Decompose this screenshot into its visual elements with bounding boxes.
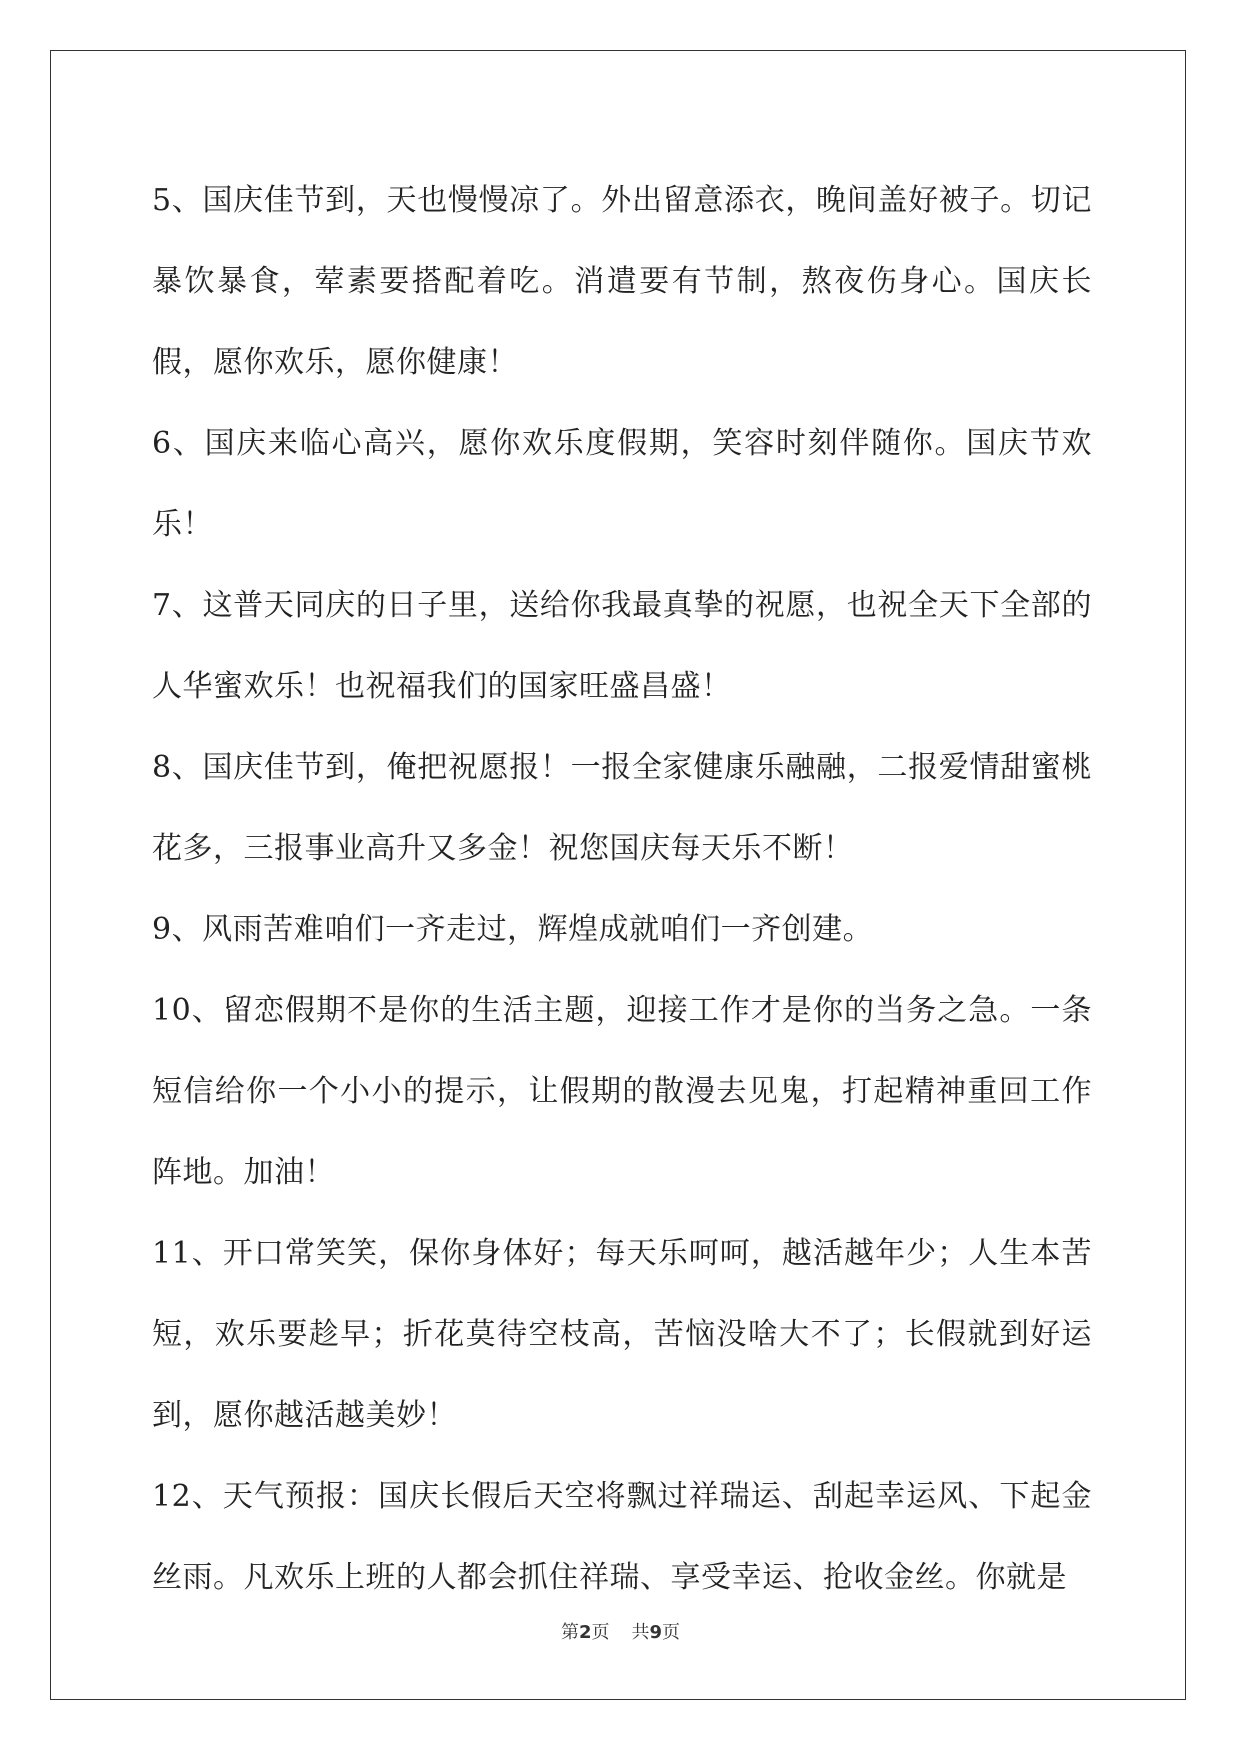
paragraph-9: 9、风雨苦难咱们一齐走过，辉煌成就咱们一齐创建。 xyxy=(152,912,874,947)
page-suffix: 页 xyxy=(591,1622,610,1643)
paragraph-12: 12、天气预报：国庆长假后天空将飘过祥瑞运、刮起幸运风、下起金丝雨。凡欢乐上班的人都会抓住祥瑞、享受幸运、抢收金丝。你就是 xyxy=(152,1479,1092,1595)
paragraph-5: 5、国庆佳节到，天也慢慢凉了。外出留意添衣，晚间盖好被子。切记暴饮暴食，荤素要搭配着吃。消遣要有节制，熬夜伤身心。国庆长假，愿你欢乐，愿你健康！ xyxy=(152,183,1092,380)
current-page-number: 2 xyxy=(578,1622,592,1643)
paragraph-6: 6、国庆来临心高兴，愿你欢乐度假期，笑容时刻伴随你。国庆节欢乐！ xyxy=(152,426,1092,542)
page-footer xyxy=(0,1618,1241,1644)
paragraph-11: 11、开口常笑笑，保你身体好；每天乐呵呵，越活越年少；人生本苦短，欢乐要趁早；折花莫待空枝高，苦恼没啥大不了；长假就到好运到，愿你越活越美妙！ xyxy=(152,1236,1092,1433)
total-page-number: 9 xyxy=(649,1622,663,1643)
document-body xyxy=(152,160,1092,1618)
paragraph-7: 7、这普天同庆的日子里，送给你我最真挚的祝愿，也祝全天下全部的人华蜜欢乐！也祝福我们的国家旺盛昌盛！ xyxy=(152,588,1092,704)
total-prefix: 共 xyxy=(631,1622,650,1643)
paragraph-8: 8、国庆佳节到，俺把祝愿报！一报全家健康乐融融，二报爱情甜蜜桃花多，三报事业高升又多金！祝您国庆每天乐不断！ xyxy=(152,750,1092,866)
total-suffix: 页 xyxy=(662,1622,681,1643)
paragraph-10: 10、留恋假期不是你的生活主题，迎接工作才是你的当务之急。一条短信给你一个小小的提示，让假期的散漫去见鬼，打起精神重回工作阵地。加油！ xyxy=(152,993,1092,1190)
page-prefix: 第 xyxy=(560,1622,579,1643)
